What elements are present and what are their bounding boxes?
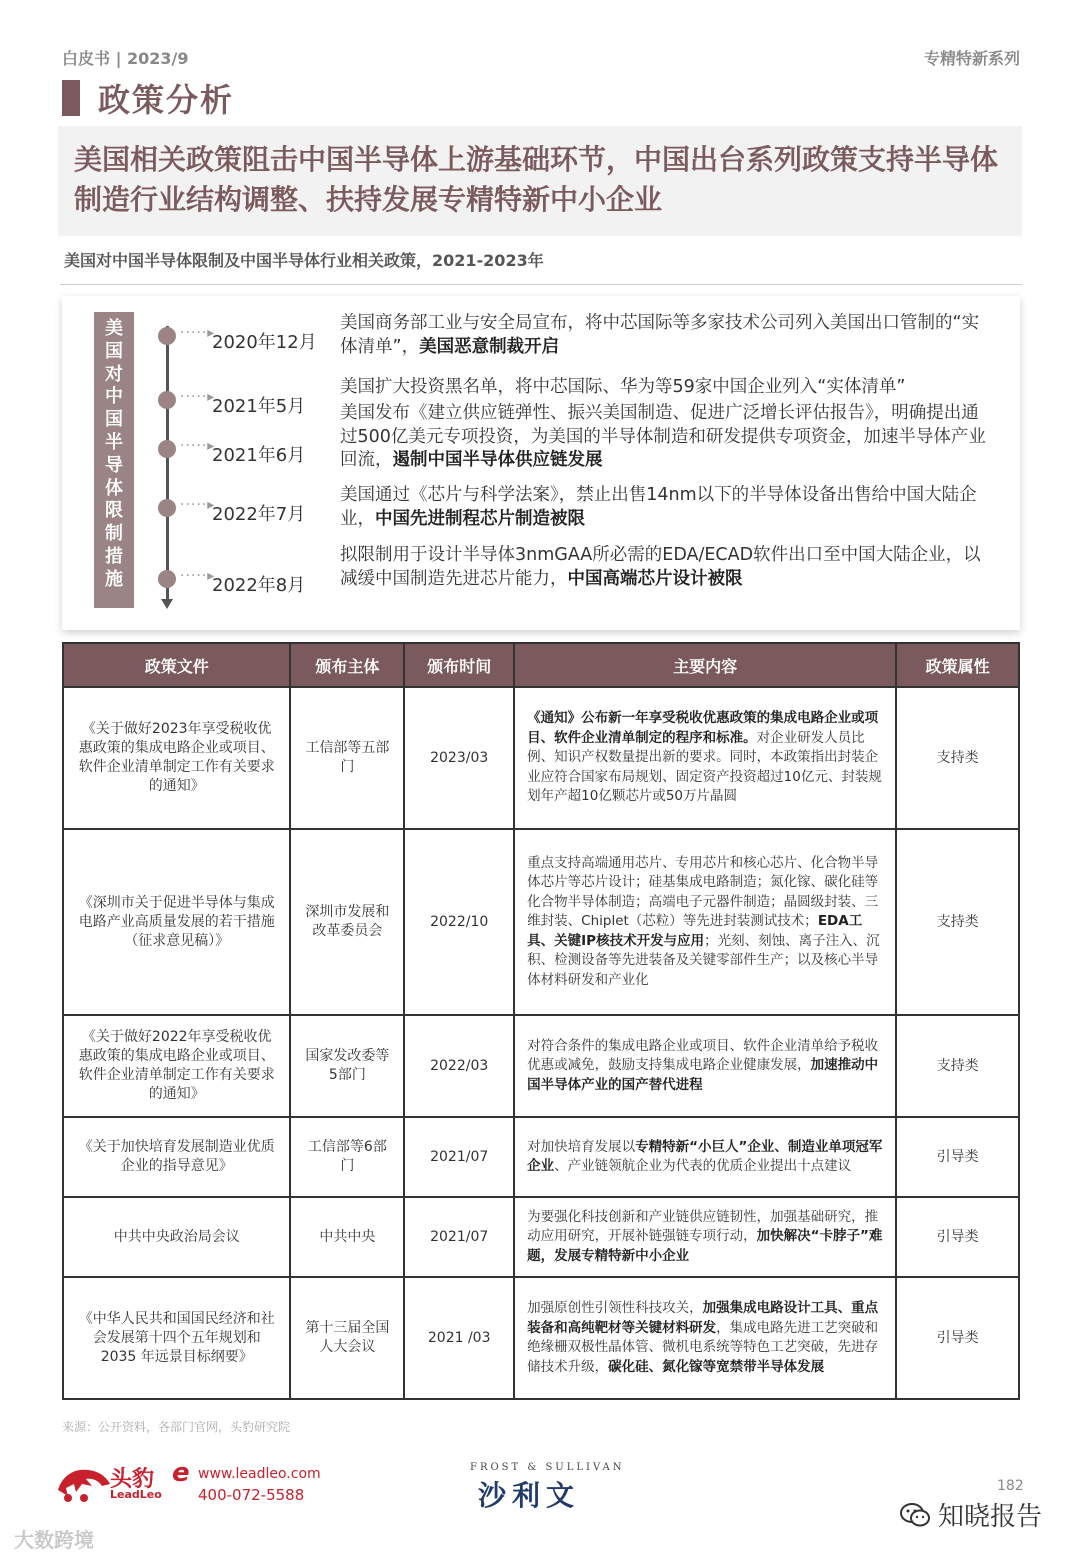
vertical-label-char: 体 [105,477,123,499]
timeline-date: 2021年5月 [212,395,306,417]
timeline-connector-icon: ·····▸ [180,324,216,341]
timeline-text: 美国扩大投资黑名单，将中芯国际、华为等59家中国企业列入“实体清单” [340,377,906,397]
policy-document-cell: 《关于做好2023年享受税收优惠政策的集成电路企业或项目、软件企业清单制定工作有关要求的通知》 [63,687,290,829]
issuer-cell: 工信部等6部门 [290,1117,404,1197]
vertical-label-char: 中 [105,386,123,408]
wechat-icon [900,1502,930,1528]
page-number: 182 [997,1478,1024,1494]
section-heading [62,78,234,118]
table-header-cell: 颁布时间 [404,643,514,687]
vertical-label-char: 限 [105,500,123,522]
timeline-text: 拟限制用于设计半导体3nmGAA所必需的EDA/ECAD软件出口至中国大陆企业，以减缓中国制造先进芯片能力，中国高端芯片设计被限 [340,545,981,589]
timeline-dot [158,499,176,517]
table-header-cell: 主要内容 [514,643,896,687]
divider [60,284,1022,285]
vertical-label-char: 导 [105,454,123,476]
wechat-badge [900,1496,1042,1533]
date-cell: 2022/03 [404,1015,514,1117]
policy-document-cell: 《深圳市关于促进半导体与集成电路产业高质量发展的若干措施（征求意见稿）》 [63,829,290,1015]
table-header-cell: 政策文件 [63,643,290,687]
content-cell: 为要强化科技创新和产业链供应链韧性，加强基础研究，推动应用研究，开展补链强链专项行动，加快解决“卡脖子”难题，发展专精特新中小企业 [514,1197,896,1277]
series-label: 专精特新系列 [923,49,1020,68]
vertical-label-char: 国 [105,409,123,431]
timeline-connector-icon: ·····▸ [180,568,216,585]
timeline-connector-icon: ·····▸ [180,388,216,405]
table-header-row [63,643,1019,687]
policy-document-cell: 《关于做好2022年享受税收优惠政策的集成电路企业或项目、软件企业清单制定工作有关要求的通知》 [63,1015,290,1117]
timeline-panel [62,296,1020,630]
figure-subtitle: 美国对中国半导体限制及中国半导体行业相关政策，2021-2023年 [64,251,544,270]
section-bar [62,80,80,116]
vertical-label-char: 施 [105,568,123,590]
report-label: 白皮书 | 2023/9 [62,49,189,68]
timeline-connector-icon: ·····▸ [180,496,216,513]
timeline-axis [166,326,169,604]
content-cell: 《通知》公布新一年享受税收优惠政策的集成电路企业或项目、软件企业清单制定的程序和标准。对企业研发人员比例、知识产权数量提出新的要求。同时，本政策指出封装企业应符合国家布局规划、固定资产投资超过10亿元、封装规划年产超10亿颗芯片或50万片晶圆 [514,687,896,829]
date-cell: 2021/07 [404,1197,514,1277]
watermark-text: 大数跨境 [14,1528,94,1552]
timeline-date: 2021年6月 [212,445,306,466]
wechat-account: 知晓报告 [938,1502,1043,1532]
policy-type-cell: 引导类 [896,1277,1019,1399]
timeline-text: 美国商务部工业与安全局宣布，将中芯国际等多家技术公司列入美国出口管制的“实体清单”，美国恶意制裁开启 [340,313,980,357]
content-cell: 对加快培育发展以专精特新“小巨人”企业、制造业单项冠军企业、产业链领航企业为代表的优质企业提出十点建议 [514,1117,896,1197]
phone-number: 400-072-5588 [198,1486,305,1504]
date-cell: 2023/03 [404,687,514,829]
table-row [63,1015,1019,1117]
timeline-text: 美国通过《芯片与科学法案》，禁止出售14nm以下的半导体设备出售给中国大陆企业，中国先进制程芯片制造被限 [340,485,977,529]
timeline-date: 2020年12月 [212,331,317,353]
section-title: 政策分析 [98,81,235,119]
headline-text: 美国相关政策阻击中国半导体上游基础环节，中国出台系列政策支持半导体制造行业结构调整、扶持发展专精特新中小企业 [74,143,999,216]
table-row [63,829,1019,1015]
website-link[interactable]: www.leadleo.com [198,1466,321,1482]
vertical-label-char: 制 [105,523,123,545]
table-row [63,687,1019,829]
timeline-dot [158,570,176,588]
content-cell: 对符合条件的集成电路企业或项目、软件企业清单给予税收优惠或减免，鼓励支持集成电路企业健康发展，加速推动中国半导体产业的国产替代进程 [514,1015,896,1117]
policy-document-cell: 《中华人民共和国国民经济和社会发展第十四个五年规划和 2035 年远景目标纲要》 [63,1277,290,1399]
table-row [63,1197,1019,1277]
issuer-cell: 深圳市发展和改革委员会 [290,829,404,1015]
policy-type-cell: 支持类 [896,829,1019,1015]
policy-type-cell: 引导类 [896,1117,1019,1197]
leadleo-en: LeadLeo [110,1488,162,1501]
vertical-label-char: 半 [105,431,123,453]
table-row [63,1117,1019,1197]
date-cell: 2021/07 [404,1117,514,1197]
vertical-label-char: 国 [105,340,123,362]
issuer-cell: 国家发改委等5部门 [290,1015,404,1117]
timeline-dot [158,440,176,458]
policy-type-cell: 引导类 [896,1197,1019,1277]
leadleo-e-logo: e [172,1458,190,1488]
policy-type-cell: 支持类 [896,1015,1019,1117]
timeline-vertical-label [94,312,134,608]
timeline-dot [158,327,176,345]
timeline-text: 美国发布《建立供应链弹性、振兴美国制造、促进广泛增长评估报告》，明确提出通过500亿美元专项投资，为美国的半导体制造和研发提供专项资金，加速半导体产业回流，遏制中国半导体供应链发展 [340,403,986,470]
timeline-date: 2022年7月 [212,503,306,525]
frost-sullivan-cn: 沙利文 [478,1479,581,1512]
leadleo-cn: 头豹 [110,1467,155,1492]
timeline-arrow-icon [161,599,173,609]
headline-box [58,126,1022,236]
issuer-cell: 工信部等五部门 [290,687,404,829]
vertical-label-char: 对 [105,363,123,385]
source-note: 来源：公开资料，各部门官网，头豹研究院 [62,1420,291,1434]
table-header-cell: 政策属性 [896,643,1019,687]
policy-type-cell: 支持类 [896,687,1019,829]
table-row [63,1277,1019,1399]
issuer-cell: 中共中央 [290,1197,404,1277]
leadleo-logo-icon [54,1460,114,1504]
content-cell: 重点支持高端通用芯片、专用芯片和核心芯片、化合物半导体芯片等芯片设计；硅基集成电路制造；氮化镓、碳化硅等化合物半导体制造；高端电子元器件制造；晶圆级封装、三维封装、Chiplet（芯粒）等先进封装测试技术；EDA工具、关键IP核技术开发与应用；光刻、刻蚀、离子注入、沉积、检测设备等先进装备及关键零部件生产；以及核心半导体材料研发和产业化 [514,829,896,1015]
content-cell: 加强原创性引领性科技攻关，加强集成电路设计工具、重点装备和高纯靶材等关键材料研发，集成电路先进工艺突破和绝缘栅双极性晶体管、微机电系统等特色工艺突破，先进存储技术升级，碳化硅、氮化镓等宽禁带半导体发展 [514,1277,896,1399]
policy-table [62,642,1020,1400]
date-cell: 2021 /03 [404,1277,514,1399]
frost-sullivan-en: FROST & SULLIVAN [470,1462,625,1473]
vertical-label-char: 美 [105,318,123,339]
timeline-dot [158,391,176,409]
vertical-label-char: 措 [105,545,123,567]
issuer-cell: 第十三届全国人大会议 [290,1277,404,1399]
policy-document-cell: 中共中央政治局会议 [63,1197,290,1277]
timeline-date: 2022年8月 [212,575,306,597]
policy-document-cell: 《关于加快培育发展制造业优质企业的指导意见》 [63,1117,290,1197]
table-header-cell: 颁布主体 [290,643,404,687]
timeline-connector-icon: ·····▸ [180,438,216,454]
date-cell: 2022/10 [404,829,514,1015]
